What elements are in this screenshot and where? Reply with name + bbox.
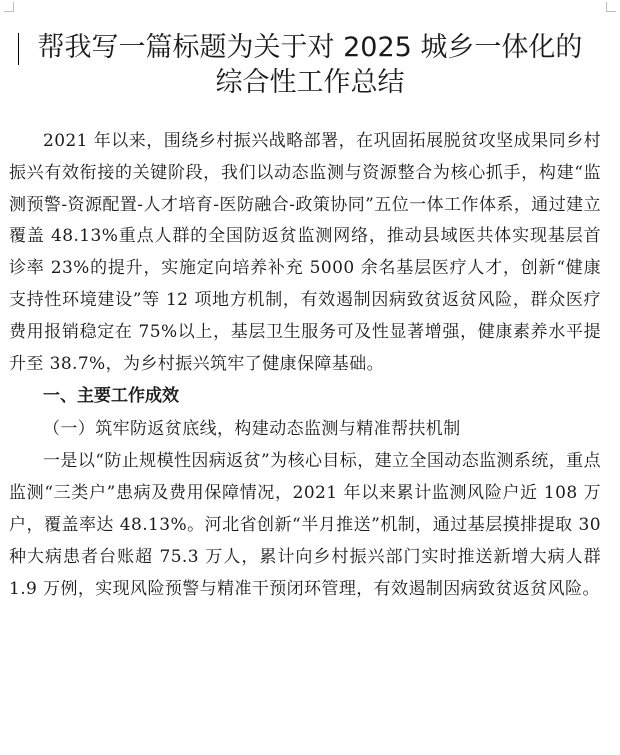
document-body <box>9 126 601 605</box>
subsection-paragraph[interactable]: 一是以“防止规模性因病返贫”为核心目标，建立全国动态监测系统，重点监测“三类户”患病及费用保障情况，2021 年以来累计监测风险户近 108 万户，覆盖率达 48.13%。河北省创新“半月推送”机制，通过基层摸排提取 30 种大病患者台账超 75.3 万人，累计向乡村振兴部门实时推送新增大病人群 1.9 万例，实现风险预警与精准干预闭环管理，有效遏制因病致贫返贫风险。 <box>9 451 601 599</box>
page-corner-mark <box>4 2 14 12</box>
title-line-1[interactable]: 帮我写一篇标题为关于对 2025 城乡一体化的 <box>37 32 583 63</box>
section-heading[interactable]: 一、主要工作成效 <box>43 386 179 407</box>
document-title[interactable] <box>0 30 620 100</box>
intro-paragraph[interactable]: 2021 年以来，围绕乡村振兴战略部署，在巩固拓展脱贫攻坚成果同乡村振兴有效衔接的关键阶段，我们以动态监测与资源整合为核心抓手，构建“监测预警-资源配置-人才培育-医防融合-政策协同”五位一体工作体系，通过建立覆盖 48.13%重点人群的全国防返贫监测网络，推动县域医共体实现基层首诊率 23%的提升，实施定向培养补充 5000 余名基层医疗人才，创新“健康支持性环境建设”等 12 项地方机制，有效遏制因病致贫返贫风险，群众医疗费用报销稳定在 75%以上，基层卫生服务可及性显著增强，健康素养水平提升至 38.7%，为乡村振兴筑牢了健康保障基础。 <box>9 131 601 374</box>
title-line-2[interactable]: 综合性工作总结 <box>215 67 405 98</box>
page-corner-mark <box>606 2 616 12</box>
subsection-heading[interactable]: （一）筑牢防返贫底线，构建动态监测与精准帮扶机制 <box>43 419 461 440</box>
